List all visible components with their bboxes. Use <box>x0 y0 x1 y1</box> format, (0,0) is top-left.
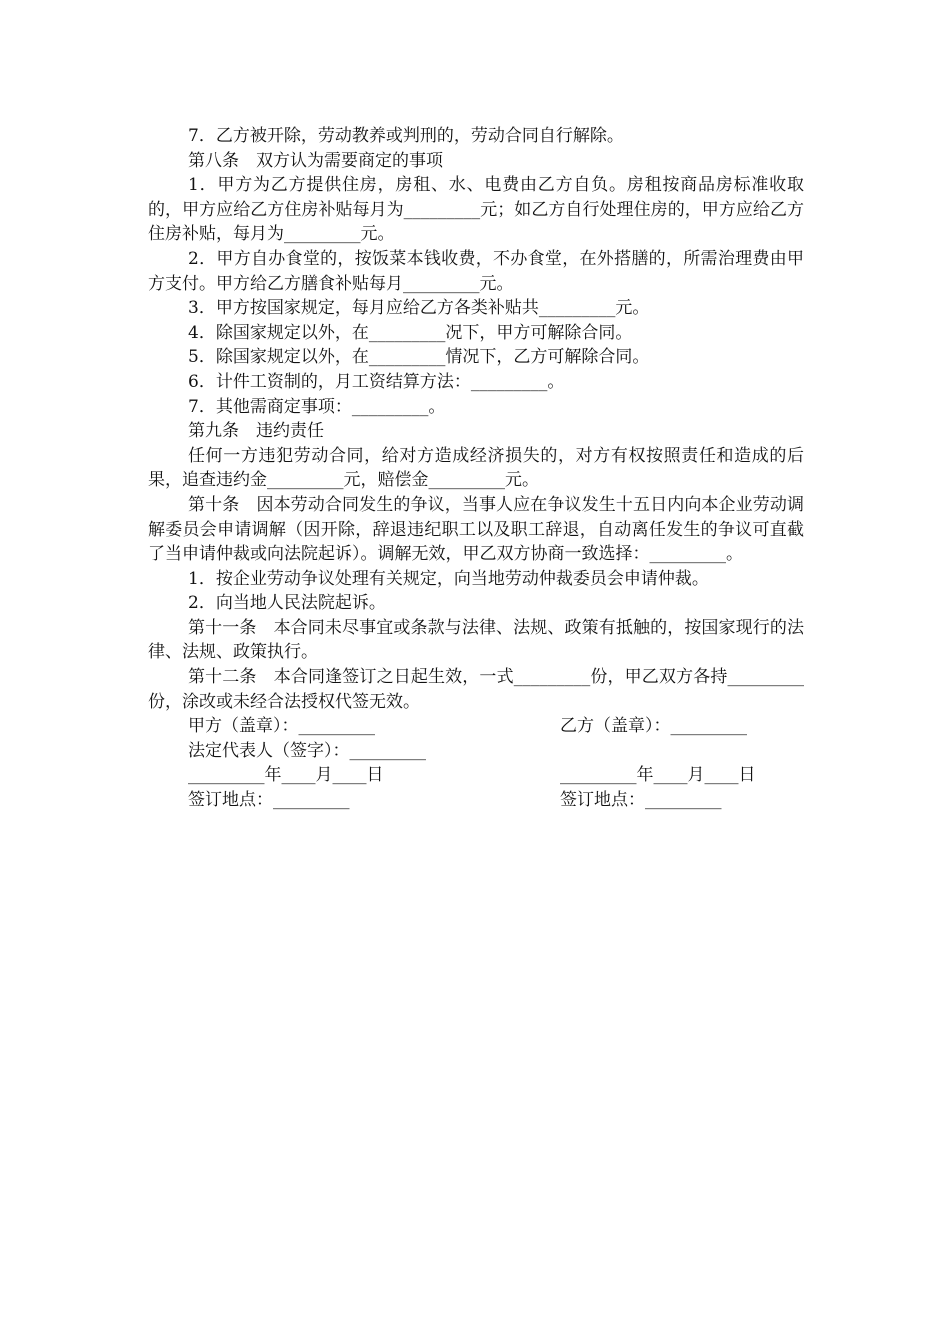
party-b-seal: 乙方（盖章）：_________ <box>560 716 747 737</box>
article-8-heading: 第八条 双方认为需要商定的事项 <box>188 150 443 171</box>
party-b-date: _________年____月____日 <box>560 765 756 786</box>
signature-row-date <box>148 763 804 788</box>
article-8-item-4: 4．除国家规定以外，在_________况下，甲方可解除合同。 <box>188 322 633 343</box>
article-9-heading: 第九条 违约责任 <box>188 421 324 442</box>
article-10-option-1: 1．按企业劳动争议处理有关规定，向当地劳动仲裁委员会申请仲裁。 <box>188 568 709 589</box>
article-8-item-5: 5．除国家规定以外，在_________情况下，乙方可解除合同。 <box>188 347 650 368</box>
article-12-body: 第十二条 本合同逢签订之日起生效，一式_________份，甲乙双方各持_________份，涂改或未经合法授权代签无效。 <box>148 667 804 712</box>
contract-body <box>148 124 804 813</box>
article-9-body: 任何一方违犯劳动合同，给对方造成经济损失的，对方有权按照责任和造成的后果，追查违约金_________元，赔偿金_________元。 <box>148 445 804 491</box>
article-11-body: 第十一条 本合同未尽事宜或条款与法律、法规、政策有抵触的，按国家现行的法律、法规、政策执行。 <box>148 617 804 663</box>
party-b-place: 签订地点：_________ <box>560 790 722 811</box>
party-a-date: _________年____月____日 <box>188 765 384 786</box>
article-10-option-2: 2．向当地人民法院起诉。 <box>188 593 386 614</box>
signature-row-legal-rep <box>148 739 804 764</box>
party-a-place: 签订地点：_________ <box>188 790 350 811</box>
clause-7-termination: 7．乙方被开除，劳动教养或判刑的，劳动合同自行解除。 <box>188 126 624 146</box>
article-10-body: 第十条 因本劳动合同发生的争议，当事人应在争议发生十五日内向本企业劳动调解委员会申请调解（因开除，辞退违纪职工以及职工辞退，自动离任发生的争议可直截了当申请仲裁或向法院起诉）。调解无效，甲乙双方协商一致选择：_________。 <box>148 494 804 565</box>
article-8-item-1: 1．甲方为乙方提供住房，房租、水、电费由乙方自负。房租按商品房标准收取的，甲方应给乙方住房补贴每月为_________元；如乙方自行处理住房的，甲方应给乙方住房补贴，每月为_________元。 <box>148 175 804 245</box>
article-8-item-3: 3．甲方按国家规定，每月应给乙方各类补贴共_________元。 <box>188 298 650 319</box>
legal-representative: 法定代表人（签字）：_________ <box>188 740 426 761</box>
article-8-item-6: 6．计件工资制的，月工资结算方法：_________。 <box>188 371 565 392</box>
signature-row-place <box>148 788 804 813</box>
party-a-seal: 甲方（盖章）：_________ <box>188 716 375 737</box>
signature-row-seal <box>148 714 804 739</box>
article-8-item-7: 7．其他需商定事项：_________。 <box>188 396 446 417</box>
article-8-item-2: 2．甲方自办食堂的，按饭菜本钱收费，不办食堂，在外搭膳的，所需治理费由甲方支付。甲方给乙方膳食补贴每月_________元。 <box>148 248 804 294</box>
